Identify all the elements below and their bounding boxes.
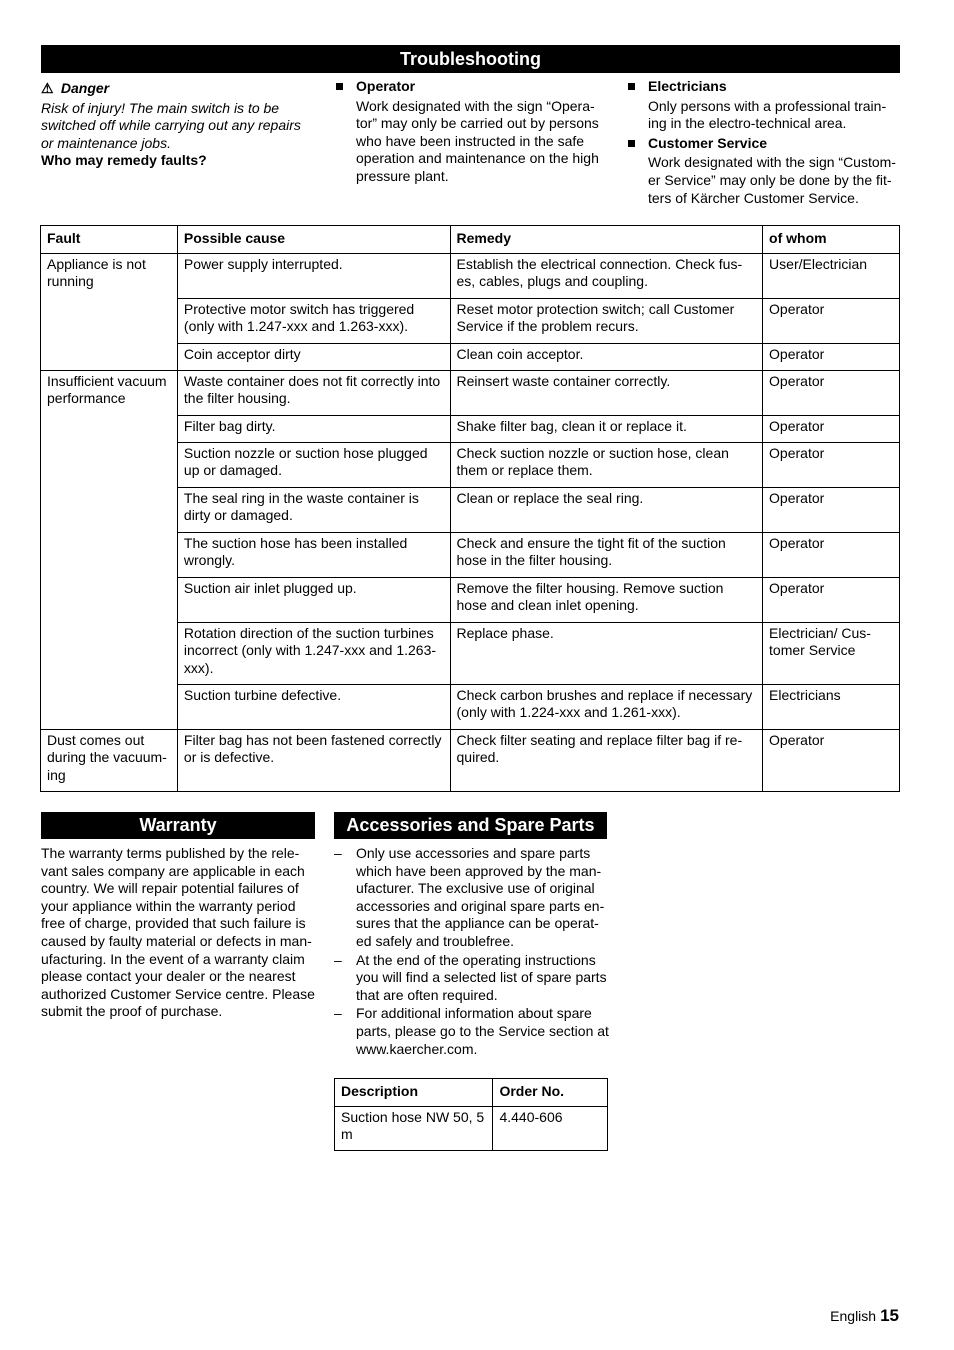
- header-description: Description: [335, 1079, 493, 1107]
- who-cell: Operator: [763, 442, 900, 487]
- cause-cell: Power supply interrupted.: [177, 253, 450, 298]
- who-cell: User/Electrician: [763, 253, 900, 298]
- table-row: [335, 1106, 608, 1150]
- fault-cell: Appliance is not running: [41, 253, 178, 370]
- cause-cell: Waste container does not fit correctly into the filter housing.: [177, 370, 450, 415]
- fault-table: [40, 225, 900, 792]
- dash-icon: –: [334, 951, 342, 968]
- who-cell: Operator: [763, 577, 900, 622]
- bullet-square-icon: [628, 140, 635, 147]
- cause-cell: Coin acceptor dirty: [177, 343, 450, 370]
- who-cell: Operator: [763, 532, 900, 577]
- warranty-text: The warranty terms published by the rele-vant sales company are applicable in each country. We will repair potential failures of your appliance within the warranty period free of charge, provided that such failure is caused by faulty material or defects in man-ufacturing. In the event of a warranty claim please contact your dealer or the nearest authorized Customer Service centre. Please submit the proof of purchase.: [41, 845, 315, 1020]
- table-row: [41, 253, 900, 298]
- who-heading: Who may remedy faults?: [41, 152, 207, 169]
- remedy-cell: Shake filter bag, clean it or replace it.: [450, 415, 763, 442]
- cause-cell: Suction air inlet plugged up.: [177, 577, 450, 622]
- header-fault: Fault: [41, 226, 178, 254]
- cause-cell: Rotation direction of the suction turbines incorrect (only with 1.247-xxx and 1.263-xxx).: [177, 622, 450, 684]
- accessories-title: Accessories and Spare Parts: [334, 812, 607, 839]
- list-item: – Only use accessories and spare parts which have been approved by the man-ufacturer. The exclusive use of original accessories and original spare parts en-sures that the appliance can be operat-ed safely and troublefree.: [334, 845, 605, 949]
- description-cell: Suction hose NW 50, 5 m: [335, 1106, 493, 1150]
- cause-cell: Suction turbine defective.: [177, 684, 450, 729]
- who-cell: Operator: [763, 343, 900, 370]
- remedy-cell: Reset motor protection switch; call Customer Service if the problem recurs.: [450, 298, 763, 343]
- operator-heading: Operator: [334, 78, 608, 96]
- remedy-cell: Check and ensure the tight fit of the suction hose in the filter housing.: [450, 532, 763, 577]
- who-cell: Operator: [763, 729, 900, 791]
- header-possible-cause: Possible cause: [177, 226, 450, 254]
- customer-service-heading: Customer Service: [626, 135, 902, 153]
- order-no-cell: 4.440-606: [493, 1106, 608, 1150]
- operator-text: Work designated with the sign “Opera-tor” may only be carried out by persons who have been instructed in the safe operation and maintenance on the high pressure plant.: [356, 97, 599, 184]
- table-row: [41, 729, 900, 791]
- accessories-list: [334, 845, 609, 1059]
- list-item: – For additional information about spare parts, please go to the Service section at www.kaercher.com.: [334, 1005, 609, 1057]
- remedy-cell: Replace phase.: [450, 622, 763, 684]
- footer-language: English: [830, 1308, 877, 1324]
- fault-cell: Insufficient vacuum performance: [41, 370, 178, 729]
- spare-parts-table: [334, 1078, 608, 1151]
- who-cell: Operator: [763, 487, 900, 532]
- header-order-no: Order No.: [493, 1079, 608, 1107]
- cause-cell: The suction hose has been installed wrongly.: [177, 532, 450, 577]
- bullet-square-icon: [336, 83, 343, 90]
- remedy-cell: Clean coin acceptor.: [450, 343, 763, 370]
- cause-cell: Filter bag dirty.: [177, 415, 450, 442]
- danger-text: Risk of injury! The main switch is to be switched off while carrying out any repairs or maintenance jobs.: [41, 99, 301, 151]
- electricians-heading: Electricians: [626, 78, 902, 96]
- page-number: 15: [880, 1306, 899, 1325]
- danger-notice: [41, 80, 316, 170]
- electricians-text: Only persons with a professional train-ing in the electro-technical area.: [648, 97, 887, 132]
- bullet-square-icon: [628, 83, 635, 90]
- remedy-cell: Remove the filter housing. Remove suction hose and clean inlet opening.: [450, 577, 763, 622]
- operator-section: [334, 78, 608, 186]
- warning-triangle-icon: ⚠: [41, 80, 54, 96]
- cause-cell: Protective motor switch has triggered (only with 1.247-xxx and 1.263-xxx).: [177, 298, 450, 343]
- header-of-whom: of whom: [763, 226, 900, 254]
- remedy-cell: Check filter seating and replace filter bag if re-quired.: [450, 729, 763, 791]
- header-remedy: Remedy: [450, 226, 763, 254]
- remedy-cell: Check carbon brushes and replace if necessary (only with 1.224-xxx and 1.261-xxx).: [450, 684, 763, 729]
- remedy-cell: Clean or replace the seal ring.: [450, 487, 763, 532]
- table-header-row: [335, 1079, 608, 1107]
- remedy-cell: Establish the electrical connection. Check fus-es, cables, plugs and coupling.: [450, 253, 763, 298]
- page-footer: [830, 1306, 899, 1326]
- cause-cell: Filter bag has not been fastened correctly or is defective.: [177, 729, 450, 791]
- who-cell: Operator: [763, 370, 900, 415]
- table-row: [41, 370, 900, 415]
- dash-icon: –: [334, 845, 342, 861]
- who-cell: Electrician/ Cus-tomer Service: [763, 622, 900, 684]
- cause-cell: The seal ring in the waste container is dirty or damaged.: [177, 487, 450, 532]
- remedy-cell: Check suction nozzle or suction hose, clean them or replace them.: [450, 442, 763, 487]
- cause-cell: Suction nozzle or suction hose plugged up or damaged.: [177, 442, 450, 487]
- electricians-section: [626, 78, 902, 207]
- danger-label: Danger: [60, 80, 110, 96]
- remedy-cell: Reinsert waste container correctly.: [450, 370, 763, 415]
- who-cell: Operator: [763, 298, 900, 343]
- customer-service-text: Work designated with the sign “Custom-er Service” may only be done by the fit-ters of Kärcher Customer Service.: [648, 154, 896, 206]
- table-header-row: [41, 226, 900, 254]
- who-cell: Operator: [763, 415, 900, 442]
- warranty-title: Warranty: [41, 812, 315, 839]
- who-cell: Electricians: [763, 684, 900, 729]
- list-item: – At the end of the operating instructions you will find a selected list of spare parts that are often required.: [334, 951, 607, 1003]
- troubleshooting-title: Troubleshooting: [41, 45, 900, 73]
- dash-icon: –: [334, 1005, 342, 1022]
- fault-cell: Dust comes out during the vacuum-ing: [41, 729, 178, 791]
